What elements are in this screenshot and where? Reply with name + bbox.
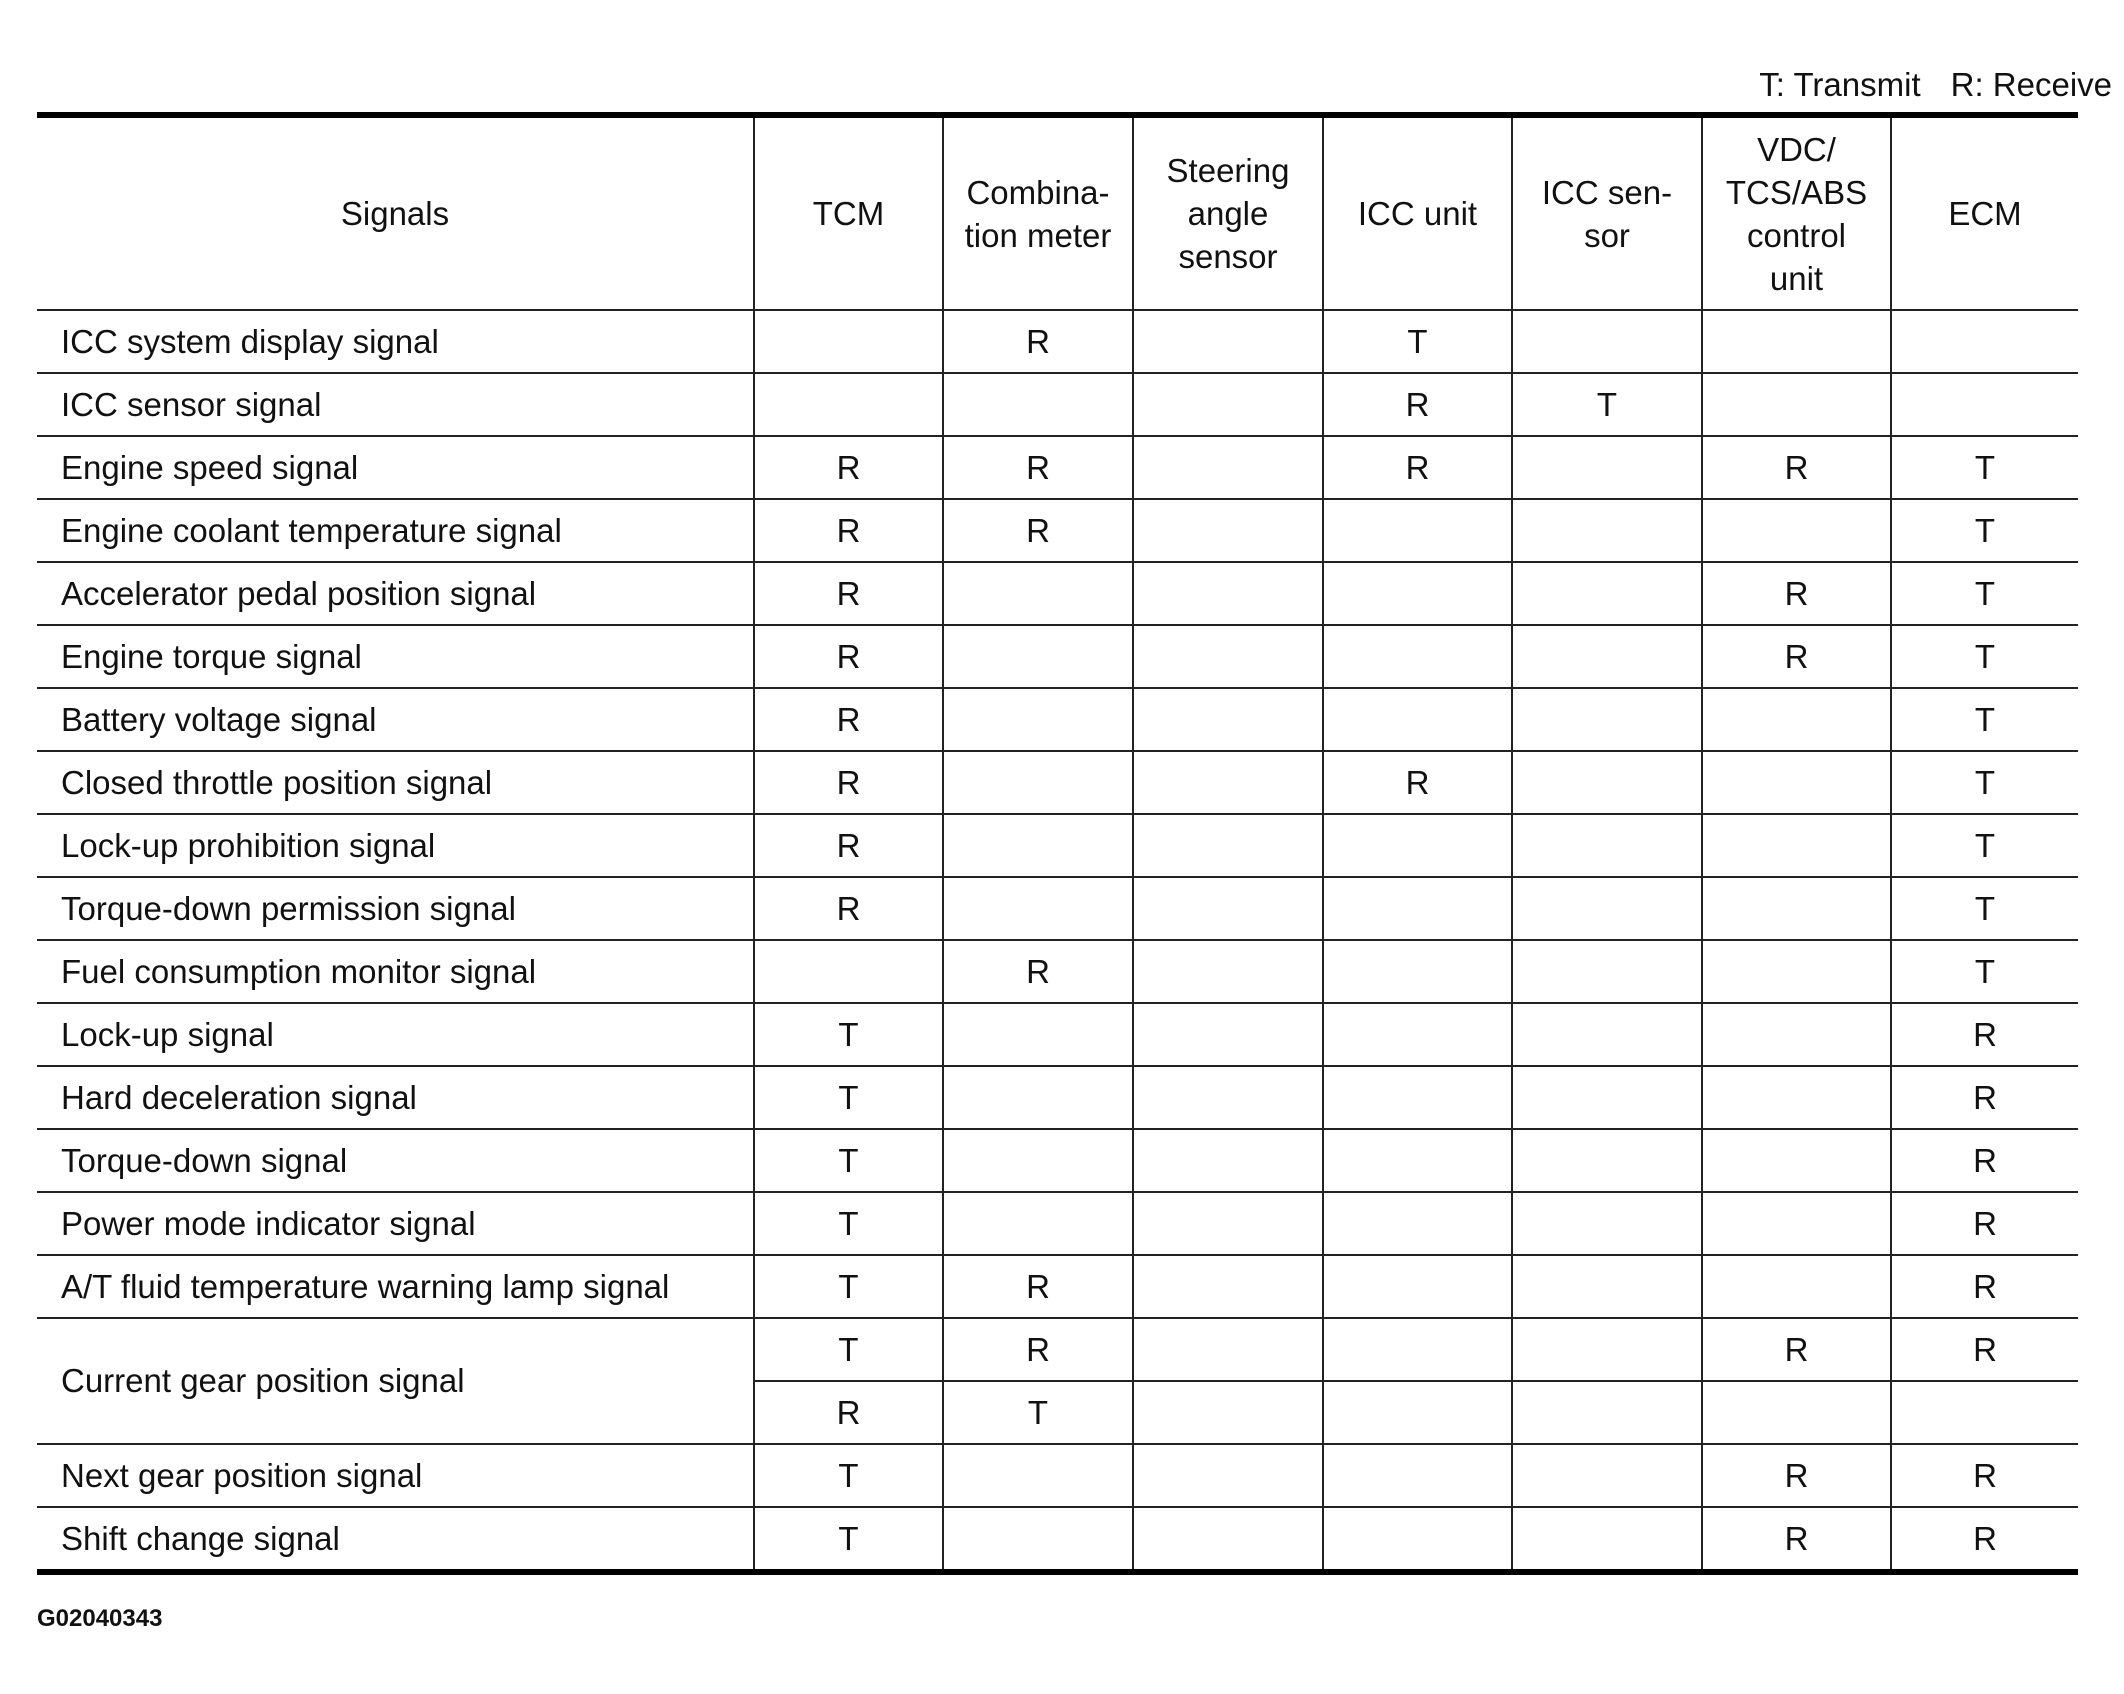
cell-icc-unit — [1323, 1129, 1512, 1192]
cell-ecm: R — [1891, 1003, 2078, 1066]
cell-icc-unit — [1323, 1507, 1512, 1572]
table-row — [37, 1255, 2078, 1318]
cell-tcm — [754, 940, 943, 1003]
cell-steering-angle-sensor — [1133, 688, 1323, 751]
cell-ecm — [1891, 1381, 2078, 1444]
signal-name-cell: Engine coolant temperature signal — [37, 499, 754, 562]
cell-icc-sensor — [1512, 310, 1702, 373]
header-combination-meter: Combina- tion meter — [943, 115, 1133, 310]
cell-icc-sensor — [1512, 751, 1702, 814]
cell-vdc-tcs-abs — [1702, 1129, 1891, 1192]
signal-name-cell: ICC sensor signal — [37, 373, 754, 436]
cell-vdc-tcs-abs — [1702, 499, 1891, 562]
cell-ecm: T — [1891, 625, 2078, 688]
cell-icc-unit — [1323, 625, 1512, 688]
table-row — [37, 373, 2078, 436]
cell-combination-meter — [943, 1507, 1133, 1572]
cell-combination-meter: R — [943, 1318, 1133, 1381]
header-row — [37, 115, 2078, 310]
cell-icc-unit — [1323, 1381, 1512, 1444]
cell-ecm: R — [1891, 1066, 2078, 1129]
cell-vdc-tcs-abs — [1702, 688, 1891, 751]
signal-table-container — [37, 112, 2078, 1575]
table-row — [37, 1444, 2078, 1507]
cell-ecm: R — [1891, 1129, 2078, 1192]
cell-combination-meter: R — [943, 310, 1133, 373]
cell-icc-unit: T — [1323, 310, 1512, 373]
cell-vdc-tcs-abs — [1702, 751, 1891, 814]
table-row — [37, 1066, 2078, 1129]
cell-tcm: R — [754, 814, 943, 877]
cell-ecm: R — [1891, 1444, 2078, 1507]
cell-icc-unit — [1323, 1444, 1512, 1507]
cell-steering-angle-sensor — [1133, 373, 1323, 436]
cell-icc-unit — [1323, 940, 1512, 1003]
signal-name-cell: Hard deceleration signal — [37, 1066, 754, 1129]
signal-name-cell: Fuel consumption monitor signal — [37, 940, 754, 1003]
cell-icc-unit — [1323, 688, 1512, 751]
cell-tcm: R — [754, 562, 943, 625]
cell-tcm: T — [754, 1066, 943, 1129]
cell-combination-meter: T — [943, 1381, 1133, 1444]
signal-name-cell: Lock-up signal — [37, 1003, 754, 1066]
cell-ecm: T — [1891, 562, 2078, 625]
cell-icc-unit — [1323, 877, 1512, 940]
signal-name-cell: Accelerator pedal position signal — [37, 562, 754, 625]
cell-tcm — [754, 373, 943, 436]
cell-steering-angle-sensor — [1133, 499, 1323, 562]
cell-steering-angle-sensor — [1133, 751, 1323, 814]
cell-icc-sensor — [1512, 562, 1702, 625]
cell-steering-angle-sensor — [1133, 1444, 1323, 1507]
cell-icc-sensor — [1512, 814, 1702, 877]
cell-tcm: R — [754, 436, 943, 499]
cell-combination-meter — [943, 1192, 1133, 1255]
cell-vdc-tcs-abs — [1702, 940, 1891, 1003]
cell-icc-sensor — [1512, 625, 1702, 688]
signal-table — [37, 112, 2078, 1575]
cell-icc-sensor — [1512, 1192, 1702, 1255]
cell-icc-sensor — [1512, 688, 1702, 751]
legend-receive: R: Receive — [1950, 66, 2112, 103]
cell-icc-sensor — [1512, 1507, 1702, 1572]
cell-vdc-tcs-abs: R — [1702, 1318, 1891, 1381]
cell-tcm: T — [754, 1507, 943, 1572]
cell-combination-meter — [943, 751, 1133, 814]
cell-ecm: T — [1891, 814, 2078, 877]
table-row — [37, 940, 2078, 1003]
cell-vdc-tcs-abs — [1702, 1381, 1891, 1444]
cell-ecm: R — [1891, 1507, 2078, 1572]
cell-tcm: T — [754, 1318, 943, 1381]
cell-icc-unit — [1323, 1255, 1512, 1318]
cell-combination-meter — [943, 373, 1133, 436]
figure-id: G02040343 — [37, 1605, 163, 1632]
table-row — [37, 814, 2078, 877]
table-row — [37, 562, 2078, 625]
cell-vdc-tcs-abs — [1702, 373, 1891, 436]
cell-combination-meter — [943, 625, 1133, 688]
cell-steering-angle-sensor — [1133, 1318, 1323, 1381]
cell-vdc-tcs-abs — [1702, 1066, 1891, 1129]
cell-steering-angle-sensor — [1133, 436, 1323, 499]
cell-icc-unit: R — [1323, 751, 1512, 814]
cell-combination-meter — [943, 688, 1133, 751]
cell-icc-sensor — [1512, 1444, 1702, 1507]
signal-name-cell: Torque-down signal — [37, 1129, 754, 1192]
cell-steering-angle-sensor — [1133, 625, 1323, 688]
cell-vdc-tcs-abs — [1702, 1003, 1891, 1066]
table-row — [37, 688, 2078, 751]
signal-name-cell: A/T fluid temperature warning lamp signal — [37, 1255, 754, 1318]
table-row — [37, 1507, 2078, 1572]
signal-name-cell: ICC system display signal — [37, 310, 754, 373]
cell-combination-meter — [943, 562, 1133, 625]
cell-icc-sensor — [1512, 1066, 1702, 1129]
cell-vdc-tcs-abs — [1702, 877, 1891, 940]
header-vdc-tcs-abs-control-unit: VDC/ TCS/ABS control unit — [1702, 115, 1891, 310]
table-row — [37, 499, 2078, 562]
header-icc-sensor: ICC sen- sor — [1512, 115, 1702, 310]
cell-ecm: T — [1891, 940, 2078, 1003]
table-row — [37, 1129, 2078, 1192]
cell-vdc-tcs-abs: R — [1702, 1507, 1891, 1572]
signal-name-cell: Engine speed signal — [37, 436, 754, 499]
cell-tcm: R — [754, 688, 943, 751]
header-icc-unit: ICC unit — [1323, 115, 1512, 310]
cell-tcm: R — [754, 1381, 943, 1444]
cell-combination-meter — [943, 877, 1133, 940]
cell-ecm: T — [1891, 877, 2078, 940]
cell-icc-unit — [1323, 562, 1512, 625]
signal-name-cell: Lock-up prohibition signal — [37, 814, 754, 877]
cell-ecm: T — [1891, 688, 2078, 751]
signal-name-cell: Battery voltage signal — [37, 688, 754, 751]
cell-icc-unit — [1323, 1318, 1512, 1381]
signal-name-cell: Engine torque signal — [37, 625, 754, 688]
cell-icc-sensor — [1512, 499, 1702, 562]
signal-name-cell: Next gear position signal — [37, 1444, 754, 1507]
signal-name-cell: Torque-down permission signal — [37, 877, 754, 940]
header-steering-angle-sensor: Steering angle sensor — [1133, 115, 1323, 310]
cell-combination-meter: R — [943, 499, 1133, 562]
cell-icc-sensor — [1512, 1318, 1702, 1381]
cell-icc-sensor — [1512, 940, 1702, 1003]
cell-steering-angle-sensor — [1133, 562, 1323, 625]
cell-combination-meter — [943, 1066, 1133, 1129]
cell-icc-sensor — [1512, 1003, 1702, 1066]
cell-ecm: T — [1891, 436, 2078, 499]
cell-tcm: R — [754, 877, 943, 940]
cell-vdc-tcs-abs — [1702, 310, 1891, 373]
cell-ecm: T — [1891, 499, 2078, 562]
cell-combination-meter: R — [943, 940, 1133, 1003]
cell-icc-sensor — [1512, 436, 1702, 499]
cell-icc-unit — [1323, 499, 1512, 562]
cell-combination-meter — [943, 814, 1133, 877]
cell-combination-meter — [943, 1129, 1133, 1192]
cell-icc-unit — [1323, 814, 1512, 877]
cell-vdc-tcs-abs: R — [1702, 625, 1891, 688]
cell-steering-angle-sensor — [1133, 1507, 1323, 1572]
cell-ecm: T — [1891, 751, 2078, 814]
cell-tcm — [754, 310, 943, 373]
cell-icc-unit: R — [1323, 373, 1512, 436]
table-body — [37, 310, 2078, 1572]
signal-name-cell: Current gear position signal — [37, 1318, 754, 1444]
table-row — [37, 751, 2078, 814]
cell-icc-sensor — [1512, 1381, 1702, 1444]
cell-ecm — [1891, 310, 2078, 373]
cell-combination-meter — [943, 1003, 1133, 1066]
table-row — [37, 1192, 2078, 1255]
cell-tcm: T — [754, 1129, 943, 1192]
table-row — [37, 310, 2078, 373]
cell-steering-angle-sensor — [1133, 814, 1323, 877]
cell-combination-meter: R — [943, 1255, 1133, 1318]
cell-combination-meter — [943, 1444, 1133, 1507]
table-row — [37, 1318, 2078, 1381]
cell-icc-sensor — [1512, 877, 1702, 940]
cell-tcm: T — [754, 1255, 943, 1318]
cell-icc-unit: R — [1323, 436, 1512, 499]
cell-ecm: R — [1891, 1318, 2078, 1381]
cell-steering-angle-sensor — [1133, 940, 1323, 1003]
cell-tcm: R — [754, 499, 943, 562]
cell-icc-sensor — [1512, 1129, 1702, 1192]
cell-icc-unit — [1323, 1192, 1512, 1255]
cell-icc-sensor: T — [1512, 373, 1702, 436]
cell-tcm: T — [754, 1444, 943, 1507]
cell-combination-meter: R — [943, 436, 1133, 499]
legend — [1759, 66, 2112, 104]
cell-steering-angle-sensor — [1133, 1381, 1323, 1444]
cell-icc-unit — [1323, 1003, 1512, 1066]
cell-steering-angle-sensor — [1133, 1066, 1323, 1129]
cell-vdc-tcs-abs — [1702, 1192, 1891, 1255]
cell-tcm: T — [754, 1003, 943, 1066]
header-tcm: TCM — [754, 115, 943, 310]
cell-vdc-tcs-abs — [1702, 1255, 1891, 1318]
signal-name-cell: Shift change signal — [37, 1507, 754, 1572]
header-signals: Signals — [37, 115, 754, 310]
cell-vdc-tcs-abs: R — [1702, 562, 1891, 625]
cell-steering-angle-sensor — [1133, 1003, 1323, 1066]
signal-name-cell: Closed throttle position signal — [37, 751, 754, 814]
table-row — [37, 1003, 2078, 1066]
cell-steering-angle-sensor — [1133, 310, 1323, 373]
cell-vdc-tcs-abs: R — [1702, 436, 1891, 499]
table-row — [37, 877, 2078, 940]
cell-steering-angle-sensor — [1133, 1129, 1323, 1192]
legend-transmit: T: Transmit — [1759, 66, 1921, 103]
cell-vdc-tcs-abs — [1702, 814, 1891, 877]
cell-ecm: R — [1891, 1192, 2078, 1255]
cell-steering-angle-sensor — [1133, 1255, 1323, 1318]
cell-icc-sensor — [1512, 1255, 1702, 1318]
cell-tcm: R — [754, 625, 943, 688]
cell-vdc-tcs-abs: R — [1702, 1444, 1891, 1507]
cell-tcm: T — [754, 1192, 943, 1255]
cell-ecm — [1891, 373, 2078, 436]
table-row — [37, 625, 2078, 688]
cell-steering-angle-sensor — [1133, 1192, 1323, 1255]
cell-tcm: R — [754, 751, 943, 814]
cell-icc-unit — [1323, 1066, 1512, 1129]
cell-steering-angle-sensor — [1133, 877, 1323, 940]
table-row — [37, 436, 2078, 499]
signal-name-cell: Power mode indicator signal — [37, 1192, 754, 1255]
header-ecm: ECM — [1891, 115, 2078, 310]
cell-ecm: R — [1891, 1255, 2078, 1318]
